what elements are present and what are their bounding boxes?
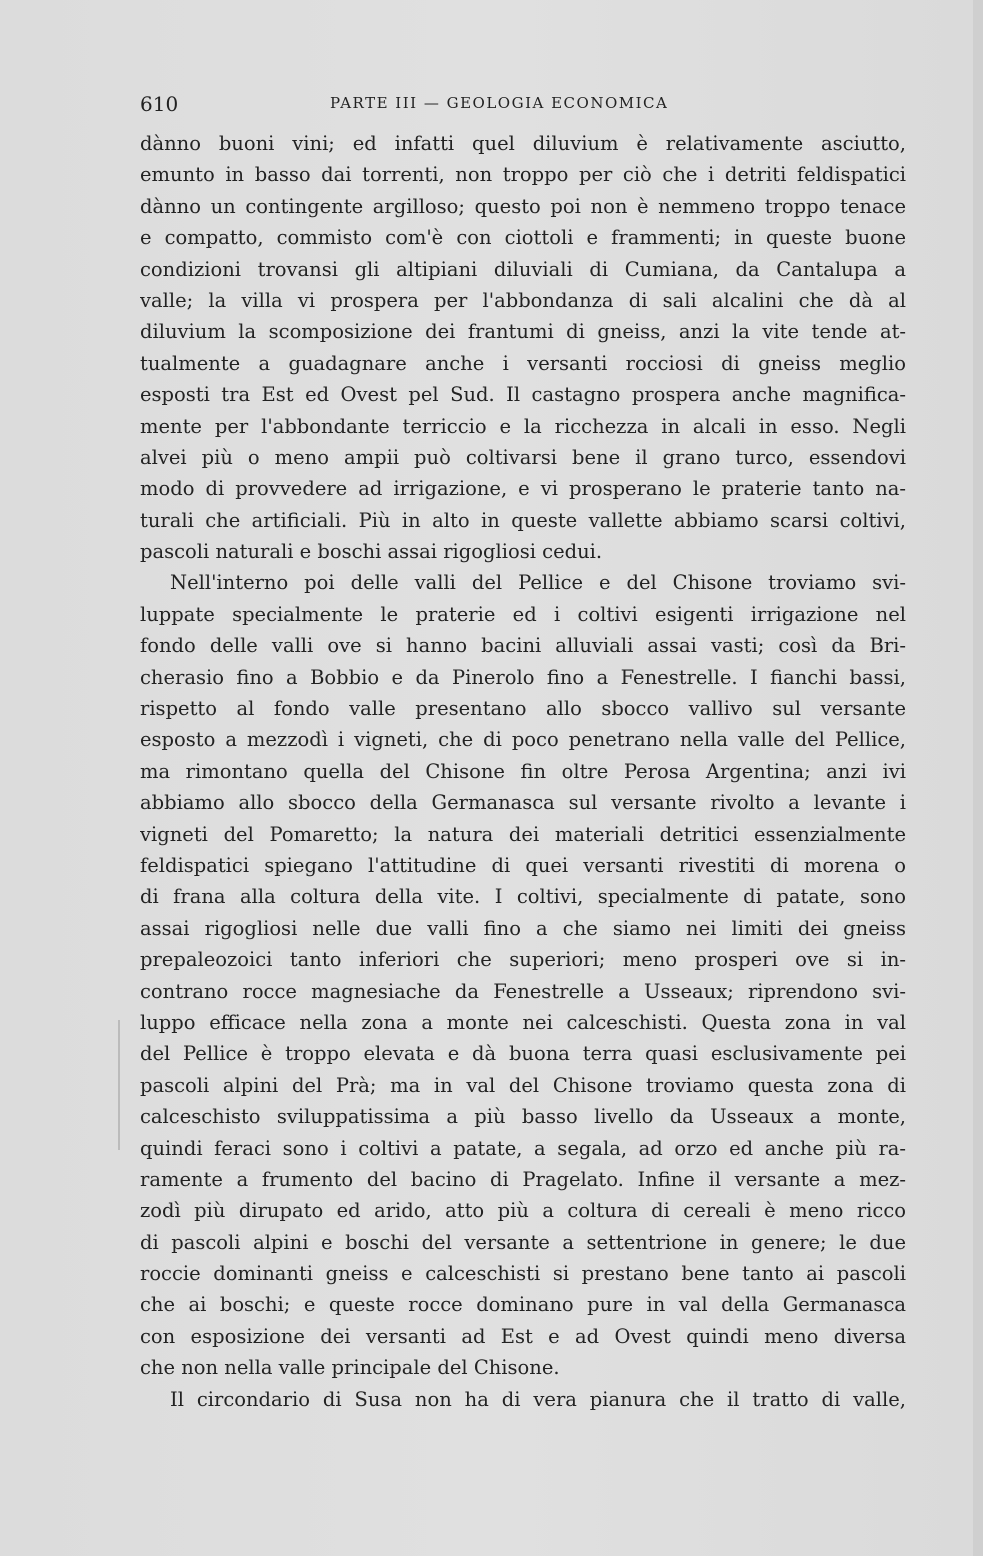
text-line: rispetto al fondo valle presentano allo sbocco vallivo sul versante <box>140 697 906 721</box>
text-line: luppate specialmente le praterie ed i coltivi esigenti irrigazione nel <box>140 602 906 626</box>
body-text <box>140 128 906 1415</box>
text-line: che non nella valle principale del Chisone. <box>140 1356 560 1380</box>
text-line: emunto in basso dai torrenti, non troppo per ciò che i detriti feldispatici <box>140 163 906 187</box>
text-line: condizioni trovansi gli altipiani diluviali di Cumiana, da Cantalupa a <box>140 257 906 281</box>
text-line: e compatto, commisto com'è con ciottoli e frammenti; in queste buone <box>140 226 906 250</box>
text-line: ramente a frumento del bacino di Pragelato. Infine il versante a mez- <box>140 1167 906 1191</box>
text-line: roccie dominanti gneiss e calceschisti si prestano bene tanto ai pascoli <box>140 1262 906 1286</box>
text-line: tualmente a guadagnare anche i versanti rocciosi di gneiss meglio <box>140 351 906 375</box>
text-line: esposti tra Est ed Ovest pel Sud. Il castagno prospera anche magnifica- <box>140 383 906 407</box>
text-line: mente per l'abbondante terriccio e la ricchezza in alcali in esso. Negli <box>140 414 906 438</box>
text-line: del Pellice è troppo elevata e dà buona terra quasi esclusivamente pei <box>140 1042 906 1066</box>
text-line: di frana alla coltura della vite. I coltivi, specialmente di patate, sono <box>140 885 906 909</box>
text-line: modo di provvedere ad irrigazione, e vi prosperano le praterie tanto na- <box>140 477 906 501</box>
text-line: alvei più o meno ampii può coltivarsi bene il grano turco, essendovi <box>140 445 906 469</box>
text-line: valle; la villa vi prospera per l'abbondanza di sali alcalini che dà al <box>140 288 906 312</box>
text-line: con esposizione dei versanti ad Est e ad Ovest quindi meno diversa <box>140 1324 906 1348</box>
text-line: feldispatici spiegano l'attitudine di quei versanti rivestiti di morena o <box>140 853 906 877</box>
text-line: cherasio fino a Bobbio e da Pinerolo fino a Fenestrelle. I fianchi bassi, <box>140 665 906 689</box>
text-line: luppo efficace nella zona a monte nei calceschisti. Questa zona in val <box>140 1010 906 1034</box>
margin-mark <box>118 1020 120 1150</box>
text-line: Il circondario di Susa non ha di vera pianura che il tratto di valle, <box>170 1387 906 1411</box>
text-line: Nell'interno poi delle valli del Pellice e del Chisone troviamo svi- <box>170 571 906 595</box>
text-line: pascoli alpini del Prà; ma in val del Chisone troviamo questa zona di <box>140 1073 906 1097</box>
text-line: di pascoli alpini e boschi del versante a settentrione in genere; le due <box>140 1230 906 1254</box>
text-line: ma rimontano quella del Chisone fin oltre Perosa Argentina; anzi ivi <box>140 759 906 783</box>
text-line: esposto a mezzodì i vigneti, che di poco penetrano nella valle del Pellice, <box>140 728 906 752</box>
text-line: diluvium la scomposizione dei frantumi di gneiss, anzi la vite tende at- <box>140 320 906 344</box>
text-line: fondo delle valli ove si hanno bacini alluviali assai vasti; così da Bri- <box>140 634 906 658</box>
text-line: vigneti del Pomaretto; la natura dei materiali detritici essenzialmente <box>140 822 906 846</box>
text-line: contrano rocce magnesiache da Fenestrelle a Usseaux; riprendono svi- <box>140 979 906 1003</box>
scan-edge <box>973 0 983 1556</box>
text-line: zodì più dirupato ed arido, atto più a coltura di cereali è meno ricco <box>140 1199 906 1223</box>
page-header <box>140 92 906 116</box>
text-line: dànno un contingente argilloso; questo poi non è nemmeno troppo tenace <box>140 194 906 218</box>
text-line: dànno buoni vini; ed infatti quel diluvium è relativamente asciutto, <box>140 132 906 155</box>
text-line: quindi feraci sono i coltivi a patate, a segala, ad orzo ed anche più ra- <box>140 1136 906 1160</box>
running-title: PARTE III — GEOLOGIA ECONOMICA <box>330 94 669 112</box>
text-line: abbiamo allo sbocco della Germanasca sul versante rivolto a levante i <box>140 791 906 815</box>
text-line: pascoli naturali e boschi assai rigogliosi cedui. <box>140 540 603 564</box>
text-line: calceschisto sviluppatissima a più basso livello da Usseaux a monte, <box>140 1105 906 1129</box>
page-number: 610 <box>140 92 179 116</box>
text-line: assai rigogliosi nelle due valli fino a che siamo nei limiti dei gneiss <box>140 916 906 940</box>
text-line: prepaleozoici tanto inferiori che superiori; meno prosperi ove si in- <box>140 948 906 972</box>
text-line: turali che artificiali. Più in alto in queste vallette abbiamo scarsi coltivi, <box>140 508 906 532</box>
text-line: che ai boschi; e queste rocce dominano pure in val della Germanasca <box>140 1293 906 1317</box>
